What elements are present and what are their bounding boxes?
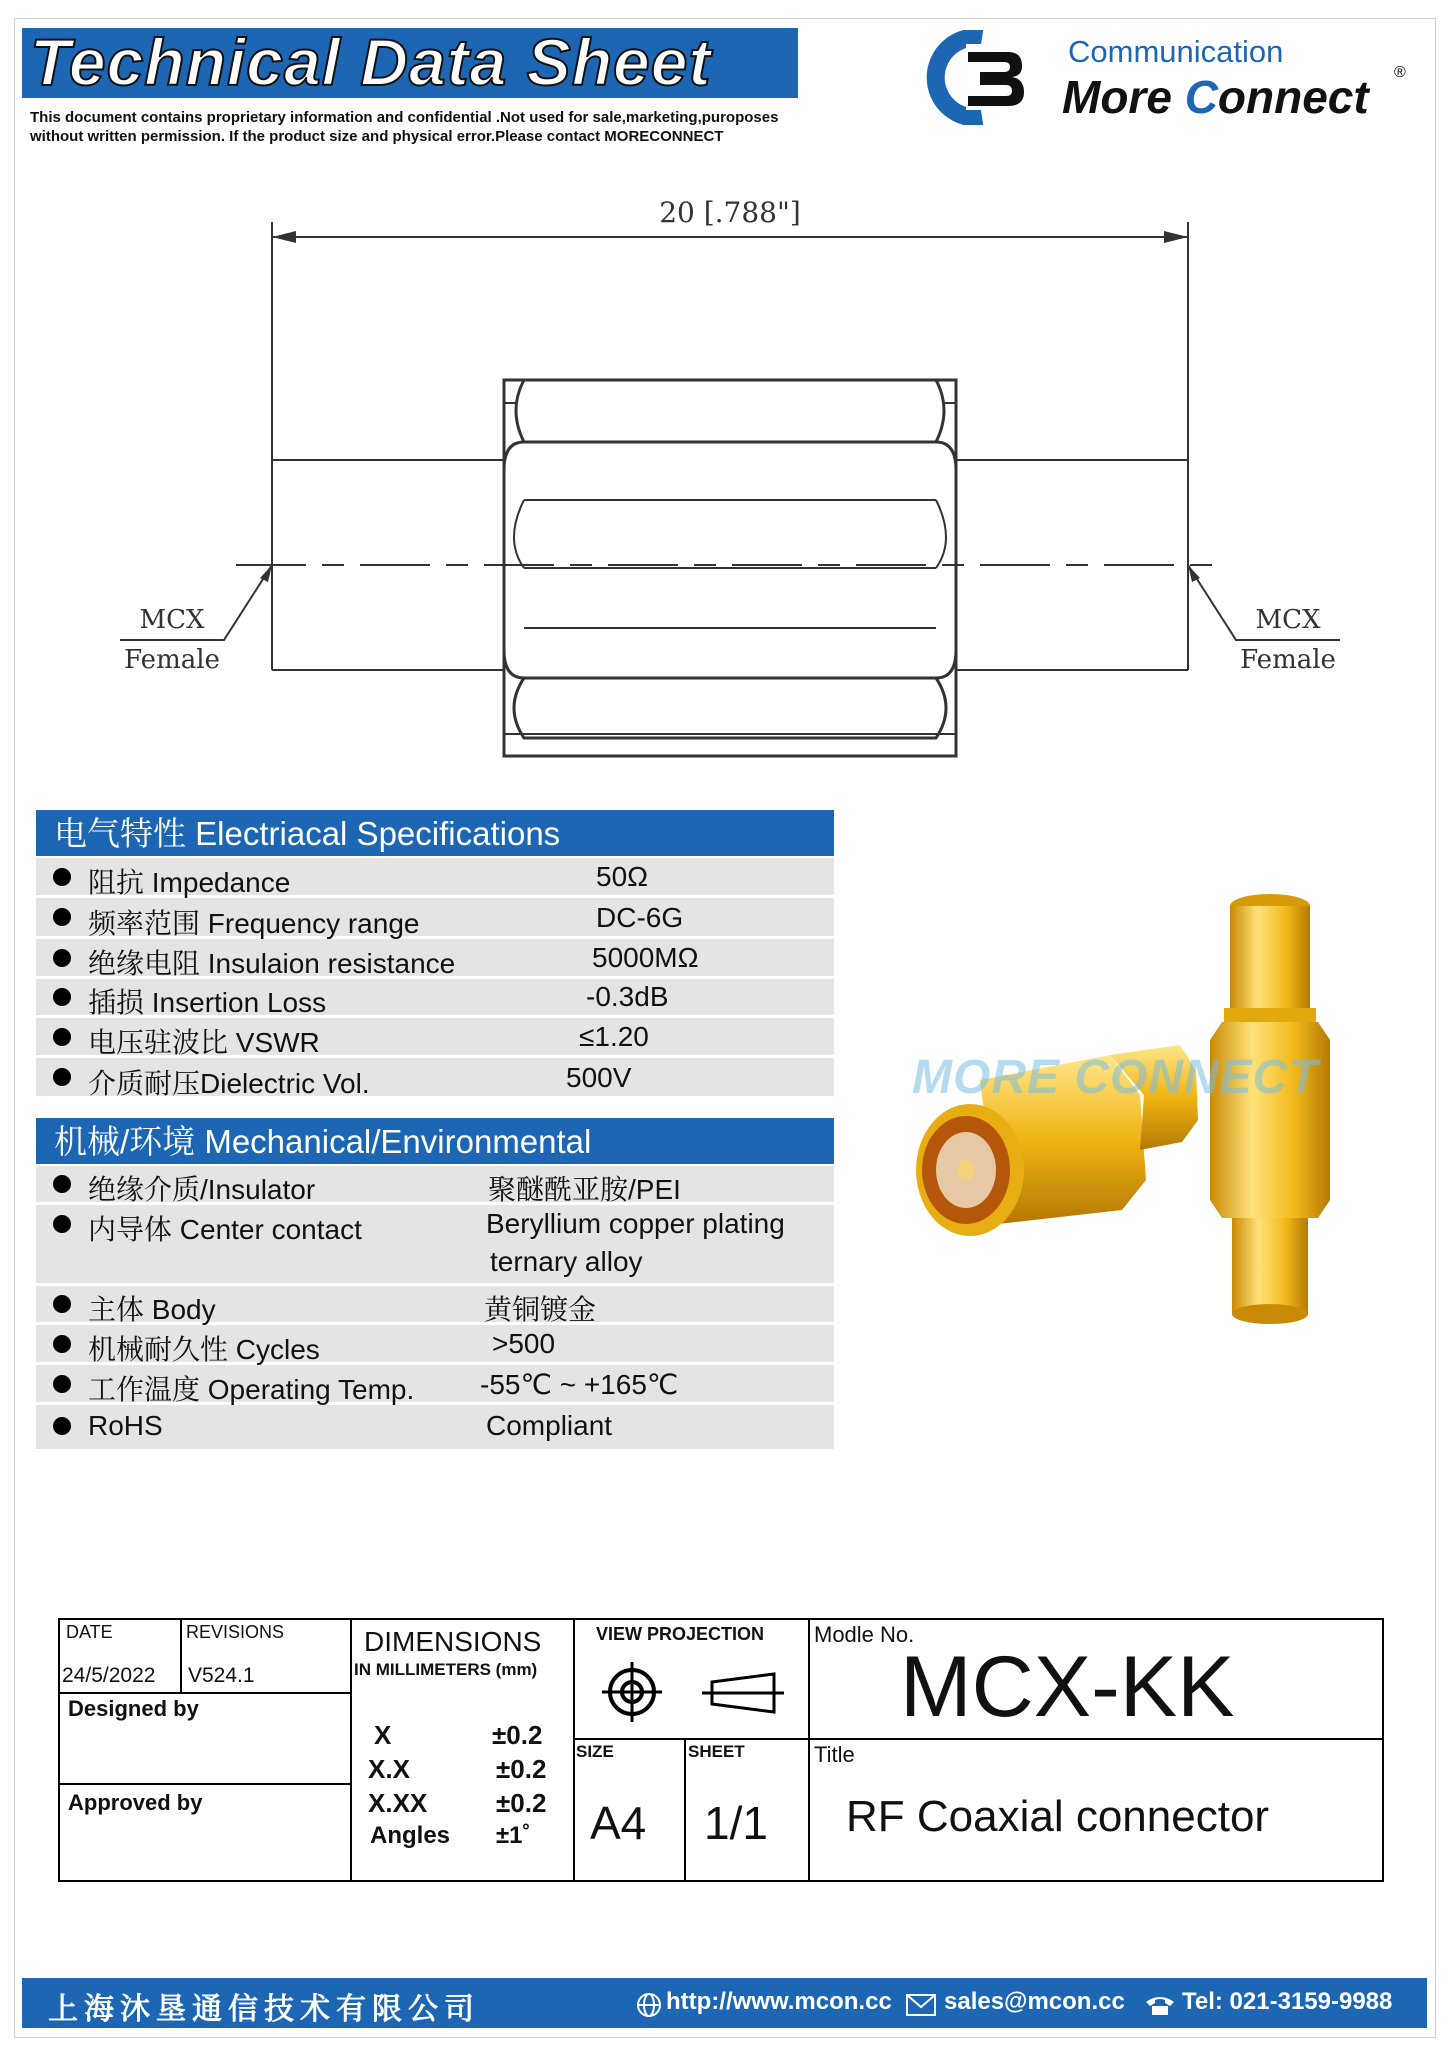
spec-value-continued: ternary alloy: [490, 1246, 643, 1277]
sheet-label: SHEET: [688, 1742, 745, 1761]
spec-value: 50Ω: [596, 861, 649, 892]
mechanical-section-header: 机械/环境 Mechanical/Environmental: [36, 1118, 834, 1164]
spec-row-insulation-resistance: [36, 939, 834, 979]
product-photo: [860, 880, 1380, 1350]
bullet-icon: [53, 949, 71, 967]
dimensions-label: DIMENSIONS: [364, 1626, 542, 1657]
spec-value: DC-6G: [596, 902, 684, 933]
disclaimer-line-2: without written permission. If the product size and physical error.Please contact MORECONNECT: [30, 128, 724, 145]
spec-value: 500V: [566, 1062, 632, 1093]
spec-label: 工作温度 Operating Temp.: [88, 1374, 415, 1405]
bullet-icon: [53, 1175, 71, 1193]
brand-name: [1062, 70, 1369, 124]
spec-value: ≤1.20: [579, 1021, 649, 1052]
brand-word-more: More: [1062, 71, 1172, 123]
spec-value: Compliant: [486, 1410, 613, 1441]
tolerance-value: ±1˚: [496, 1822, 531, 1849]
spec-row-insertion-loss: [36, 979, 834, 1018]
spec-label: 机械耐久性 Cycles: [88, 1334, 320, 1365]
left-end-type: MCX: [139, 605, 205, 635]
sheet-value: 1/1: [704, 1797, 768, 1849]
globe-icon: [636, 1992, 662, 2018]
right-end-gender: Female: [1240, 645, 1336, 675]
spec-label: 绝缘介质/Insulator: [88, 1174, 316, 1205]
bullet-icon: [53, 1295, 71, 1313]
revisions-value: V524.1: [188, 1664, 255, 1687]
email-link[interactable]: sales@mcon.cc: [944, 1988, 1125, 2015]
right-end-type: MCX: [1255, 605, 1321, 635]
spec-label: RoHS: [88, 1410, 163, 1441]
spec-row-operating-temp: [36, 1365, 834, 1405]
disclaimer: [30, 108, 830, 146]
spec-row-dielectric-voltage: [36, 1058, 834, 1099]
bullet-icon: [53, 1215, 71, 1233]
divider: [808, 1620, 810, 1880]
photo-watermark: MORE CONNECT: [912, 1051, 1319, 1104]
tolerance-value: ±0.2: [492, 1720, 543, 1750]
spec-value: 黄铜镀金: [484, 1294, 597, 1325]
units-label: IN MILLIMETERS (mm): [354, 1660, 538, 1679]
registered-mark: ®: [1394, 64, 1406, 81]
spec-value: -0.3dB: [586, 981, 669, 1012]
tolerance-name: X.X: [368, 1754, 410, 1784]
spec-label: 主体 Body: [88, 1294, 216, 1325]
bullet-icon: [53, 908, 71, 926]
spec-row-center-contact: [36, 1205, 834, 1283]
spec-label: 介质耐压Dielectric Vol.: [88, 1068, 370, 1099]
tolerance-name: X: [374, 1720, 392, 1750]
spec-row-cycles: [36, 1325, 834, 1365]
divider: [350, 1620, 352, 1880]
spec-row-vswr: [36, 1018, 834, 1058]
spec-label: 频率范围 Frequency range: [88, 908, 420, 939]
revisions-label: REVISIONS: [186, 1622, 285, 1642]
spec-label: 内导体 Center contact: [88, 1214, 362, 1245]
product-title: RF Coaxial connector: [846, 1792, 1270, 1841]
size-value: A4: [590, 1797, 647, 1849]
bullet-icon: [53, 1068, 71, 1086]
spec-value: -55℃ ~ +165℃: [480, 1369, 679, 1400]
model-number: MCX-KK: [900, 1639, 1235, 1735]
spec-value: >500: [492, 1328, 556, 1359]
divider: [60, 1783, 350, 1785]
divider: [573, 1738, 1384, 1740]
dimension-label: 20 [.788"]: [659, 196, 801, 229]
divider: [60, 1692, 350, 1694]
tolerance-name: X.XX: [368, 1788, 428, 1818]
spec-value: 5000MΩ: [592, 942, 699, 973]
divider: [573, 1620, 575, 1880]
website-link[interactable]: http://www.mcon.cc: [666, 1988, 892, 2015]
spec-row-frequency: [36, 898, 834, 939]
spec-value: 聚醚酰亚胺/PEI: [488, 1174, 681, 1205]
spec-row-impedance: [36, 858, 834, 898]
model-label: Modle No.: [814, 1622, 915, 1647]
date-label: DATE: [66, 1622, 113, 1642]
spec-label: 阻抗 Impedance: [88, 867, 291, 898]
spec-label: 电压驻波比 VSWR: [88, 1027, 320, 1058]
approved-by-label: Approved by: [68, 1790, 203, 1815]
mail-icon: [906, 1994, 936, 2016]
projection-cone-icon: [700, 1670, 786, 1716]
divider: [684, 1738, 686, 1880]
phone-number: Tel: 021-3159-9988: [1182, 1988, 1393, 2015]
spec-value: Beryllium copper plating: [486, 1208, 785, 1239]
tolerance-name: Angles: [370, 1822, 451, 1849]
electrical-section-header: 电气特性 Electriacal Specifications: [36, 810, 834, 856]
spec-label: 绝缘电阻 Insulaion resistance: [88, 948, 456, 979]
brand-word-rest: onnect: [1217, 71, 1369, 123]
spec-label: 插损 Insertion Loss: [88, 987, 327, 1018]
divider: [180, 1620, 182, 1692]
view-projection-label: VIEW PROJECTION: [596, 1624, 765, 1644]
spec-row-body: [36, 1286, 834, 1325]
company-name: 上海沐垦通信技术有限公司: [48, 1993, 480, 2026]
brand-logo-icon: [920, 30, 1040, 125]
disclaimer-line-1: This document contains proprietary information and confidential .Not used for sale,marketing,puroposes: [30, 109, 779, 126]
bullet-icon: [53, 868, 71, 886]
brand-tagline: Communication: [1068, 34, 1284, 69]
connector-drawing: [100, 180, 1360, 760]
tolerance-value: ±0.2: [496, 1754, 547, 1784]
size-label: SIZE: [576, 1742, 614, 1761]
first-angle-circle-icon: [600, 1660, 664, 1724]
title-label: Title: [814, 1742, 855, 1767]
date-value: 24/5/2022: [62, 1664, 156, 1687]
bullet-icon: [53, 1417, 71, 1435]
bullet-icon: [53, 1028, 71, 1046]
brand-word-initial: C: [1184, 71, 1218, 123]
spec-row-rohs: [36, 1405, 834, 1449]
bullet-icon: [53, 988, 71, 1006]
phone-icon: [1144, 1994, 1176, 2016]
document-title: Technical Data Sheet: [30, 25, 712, 99]
left-end-gender: Female: [124, 645, 220, 675]
bullet-icon: [53, 1375, 71, 1393]
designed-by-label: Designed by: [68, 1696, 199, 1721]
spec-row-insulator: [36, 1166, 834, 1205]
title-block: [58, 1618, 1384, 1882]
bullet-icon: [53, 1335, 71, 1353]
tolerance-value: ±0.2: [496, 1788, 547, 1818]
